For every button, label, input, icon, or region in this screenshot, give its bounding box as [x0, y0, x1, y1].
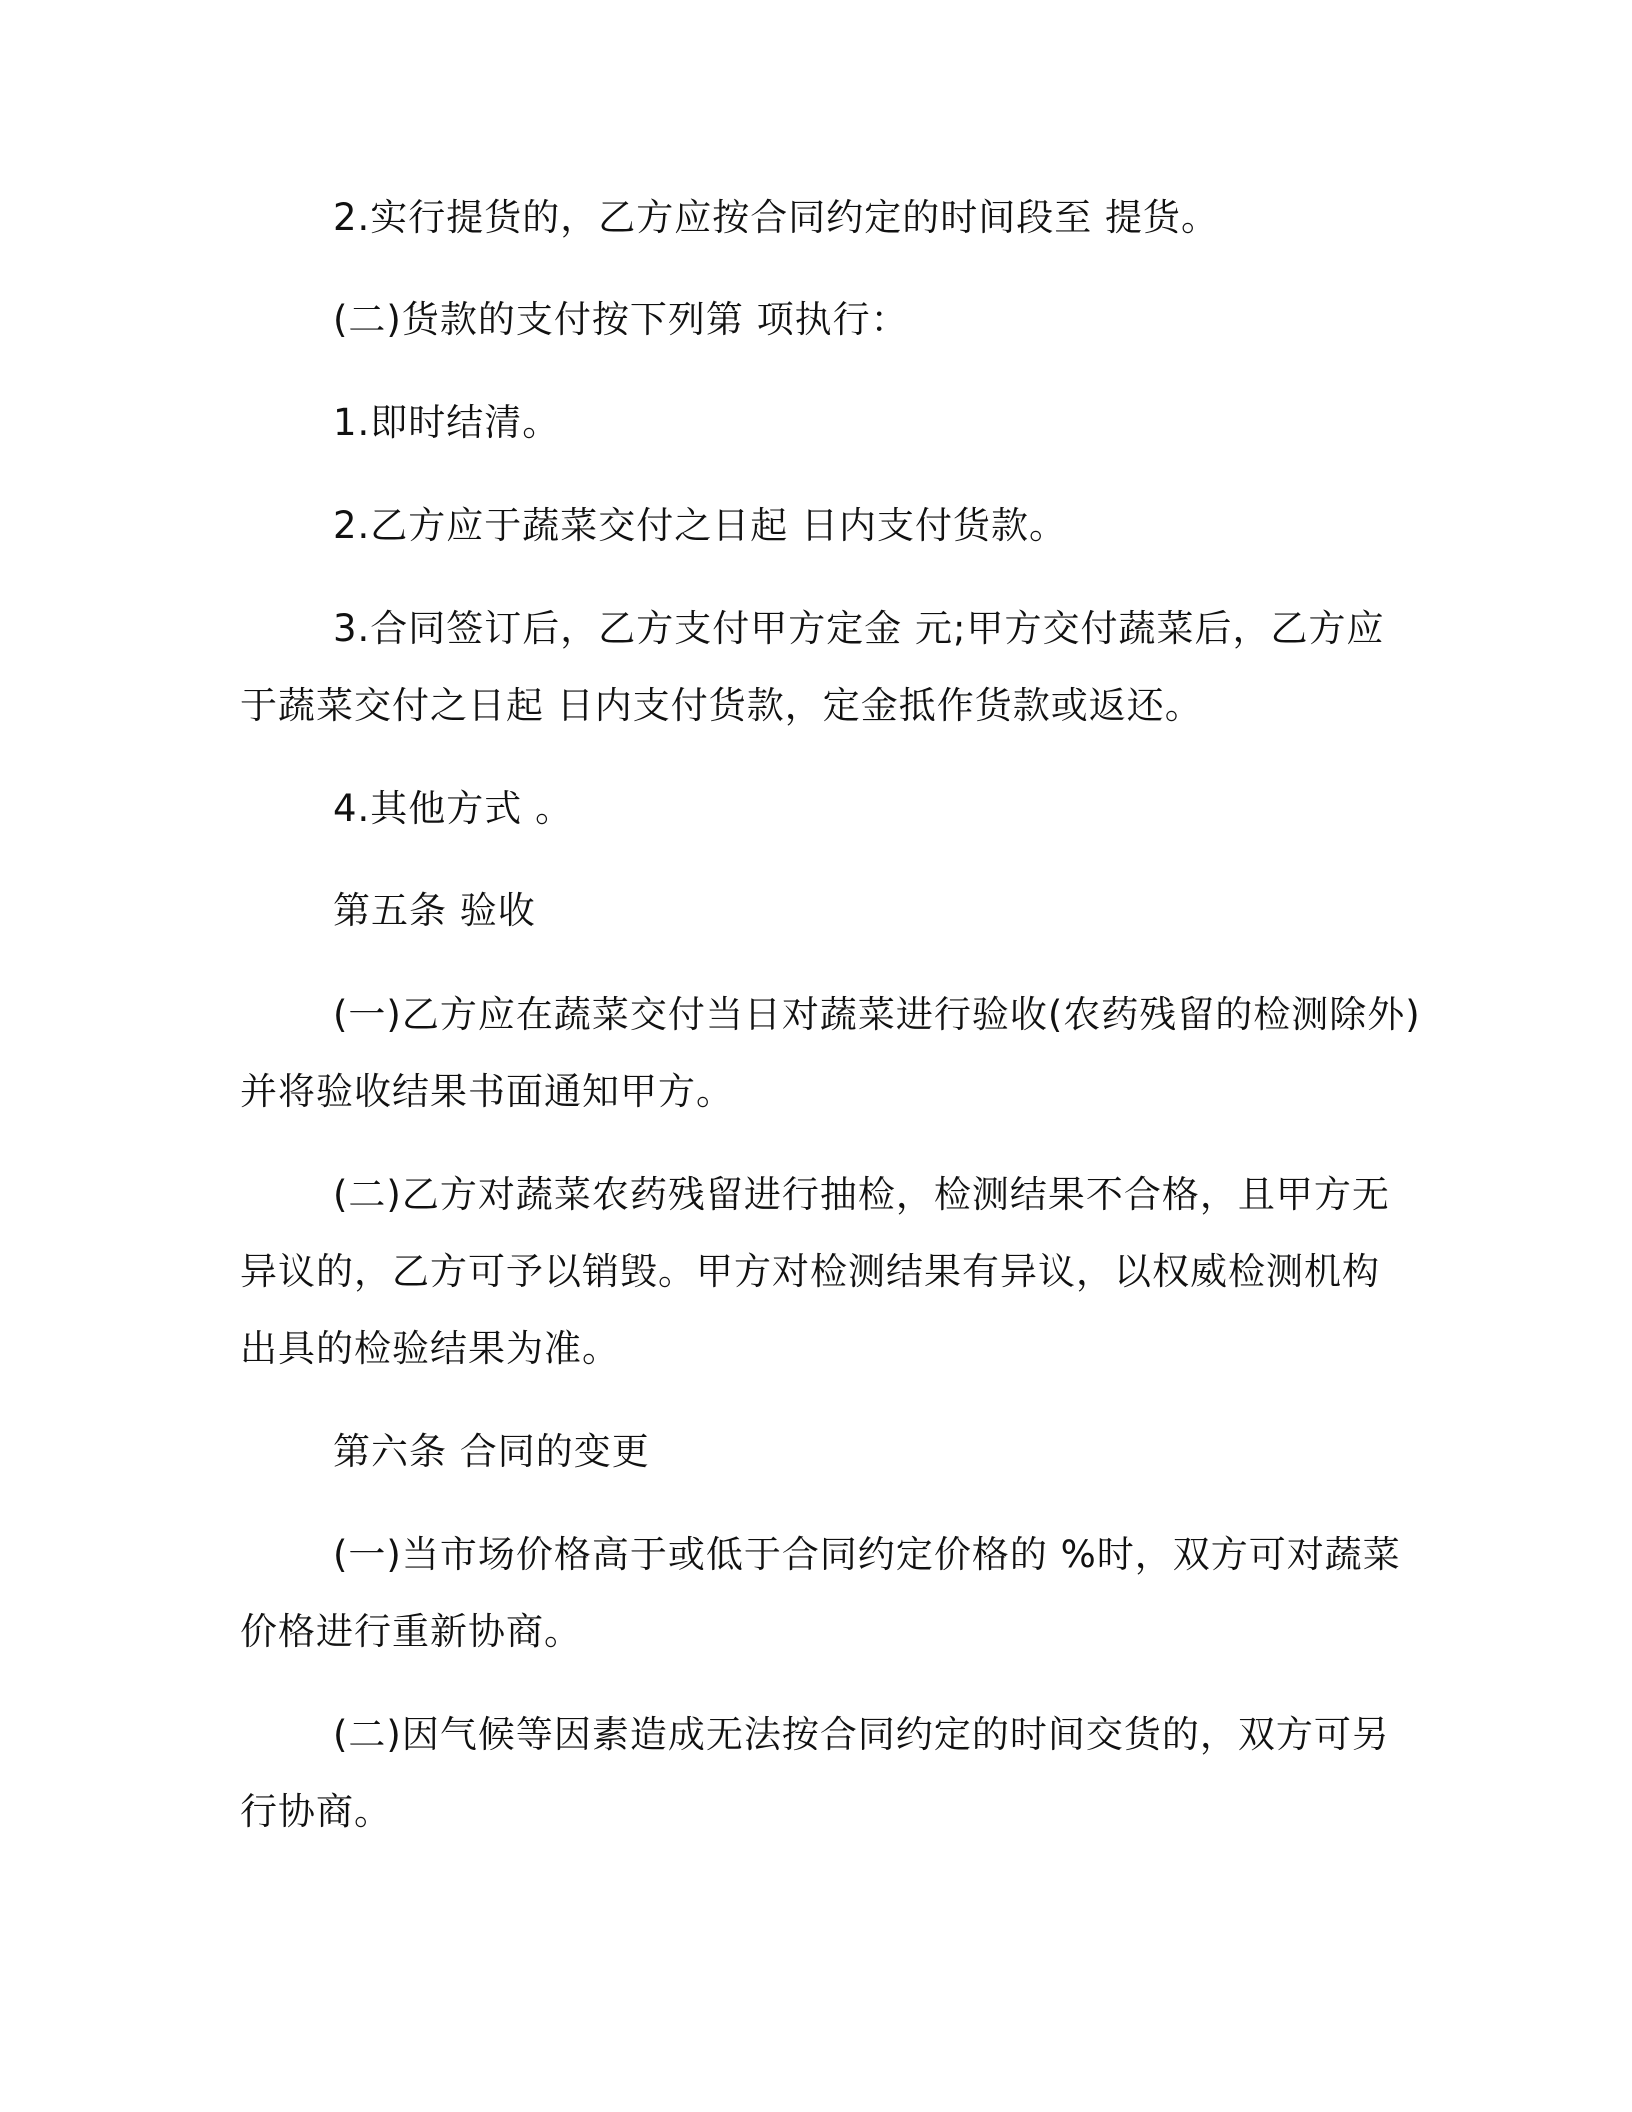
paragraph-change-2-line2: 行协商。 — [240, 1790, 392, 1833]
paragraph-inspection-2-line1: (二)乙方对蔬菜农药残留进行抽检，检测结果不合格，且甲方无 — [333, 1173, 1390, 1216]
paragraph-inspection-1-line1: (一)乙方应在蔬菜交付当日对蔬菜进行验收(农药残留的检测除外) — [333, 993, 1421, 1036]
paragraph-payment-option-1: 1.即时结清。 — [333, 401, 561, 444]
paragraph-payment-options-heading: (二)货款的支付按下列第 项执行： — [333, 298, 909, 341]
paragraph-inspection-1-line2: 并将验收结果书面通知甲方。 — [240, 1070, 734, 1113]
paragraph-inspection-2-line2: 异议的，乙方可予以销毁。甲方对检测结果有异议，以权威检测机构 — [240, 1250, 1380, 1293]
section-heading-article-6: 第六条 合同的变更 — [333, 1430, 650, 1473]
section-heading-article-5: 第五条 验收 — [333, 889, 536, 932]
paragraph-delivery-pickup: 2.实行提货的，乙方应按合同约定的时间段至 提货。 — [333, 196, 1220, 239]
paragraph-inspection-2-line3: 出具的检验结果为准。 — [240, 1327, 620, 1370]
paragraph-payment-option-3-line1: 3.合同签订后，乙方支付甲方定金 元;甲方交付蔬菜后，乙方应 — [333, 607, 1385, 650]
paragraph-change-2-line1: (二)因气候等因素造成无法按合同约定的时间交货的，双方可另 — [333, 1713, 1390, 1756]
paragraph-change-1-line1: (一)当市场价格高于或低于合同约定价格的 %时，双方可对蔬菜 — [333, 1533, 1401, 1576]
paragraph-payment-option-4: 4.其他方式 。 — [333, 787, 574, 830]
paragraph-change-1-line2: 价格进行重新协商。 — [240, 1610, 582, 1653]
paragraph-payment-option-3-line2: 于蔬菜交付之日起 日内支付货款，定金抵作货款或返还。 — [240, 684, 1203, 727]
paragraph-payment-option-2: 2.乙方应于蔬菜交付之日起 日内支付货款。 — [333, 504, 1068, 547]
